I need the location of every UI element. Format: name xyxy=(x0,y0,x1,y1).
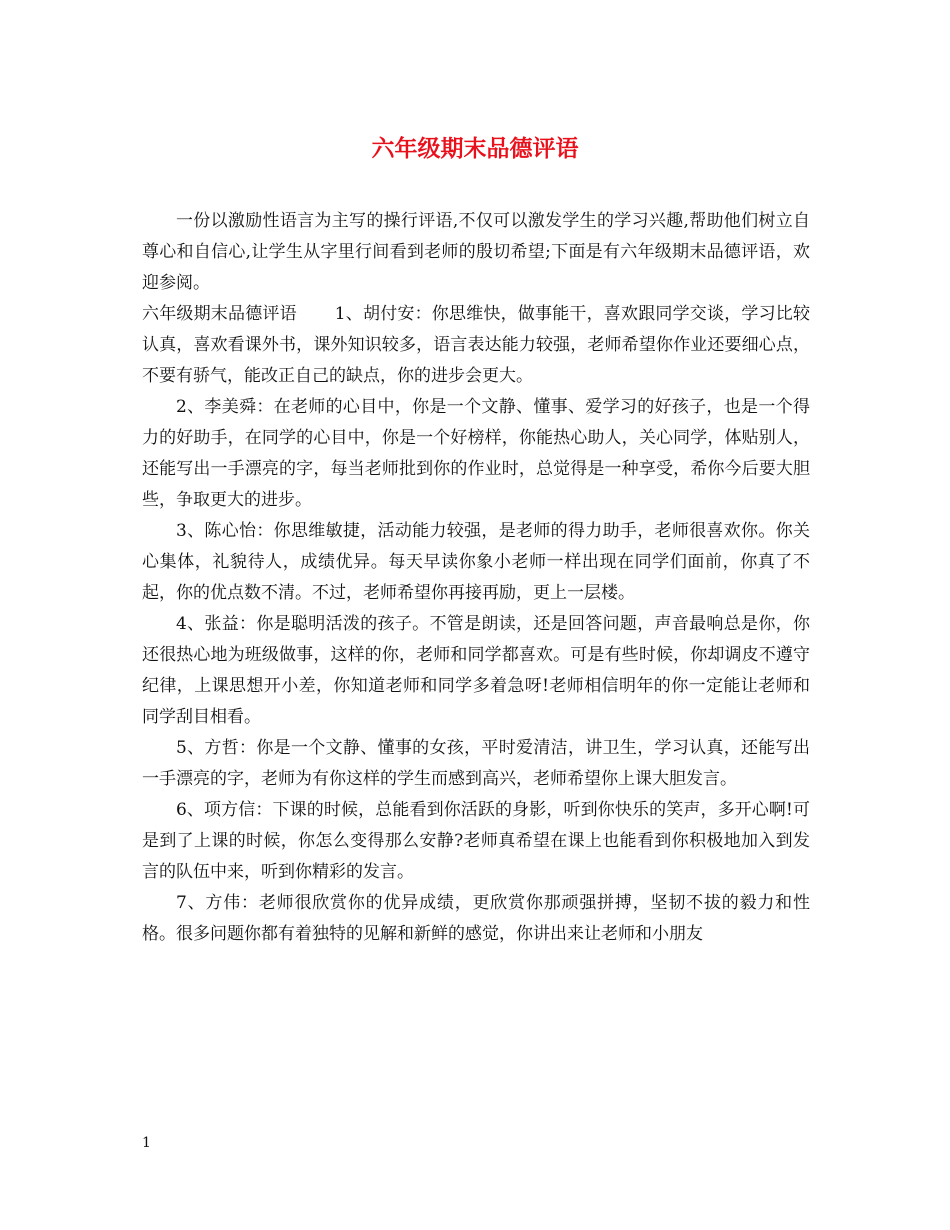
comment-paragraph-3: 3、陈心怡：你思维敏捷，活动能力较强，是老师的得力助手，老师很喜欢你。你关心集体，礼貌待人，成绩优异。每天早读你象小老师一样出现在同学们面前，你真了不起，你的优点数不清。不过，老师希望你再接再励，更上一层楼。 xyxy=(142,521,810,603)
document-body xyxy=(142,206,810,950)
comment-paragraph-4: 4、张益：你是聪明活泼的孩子。不管是朗读，还是回答问题，声音最响总是你，你还很热心地为班级做事，这样的你，老师和同学都喜欢。可是有些时候，你却调皮不遵守纪律，上课思想开小差，你知道老师和同学多着急呀!老师相信明年的你一定能让老师和同学刮目相看。 xyxy=(142,614,810,727)
page-number: 1 xyxy=(142,1135,151,1151)
section-heading: 六年级期末品德评语 xyxy=(142,304,297,324)
comment-paragraph-1 xyxy=(142,299,810,392)
comment-paragraph-6: 6、项方信：下课的时候，总能看到你活跃的身影，听到你快乐的笑声，多开心啊!可是到了上课的时候，你怎么变得那么安静?老师真希望在课上也能看到你积极地加入到发言的队伍中来，听到你精彩的发言。 xyxy=(142,800,810,882)
comment-paragraph-2: 2、李美舜：在老师的心目中，你是一个文静、懂事、爱学习的好孩子，也是一个得力的好助手，在同学的心目中，你是一个好榜样，你能热心助人，关心同学，体贴别人，还能写出一手漂亮的字，每当老师批到你的作业时，总觉得是一种享受，希你今后要大胆些，争取更大的进步。 xyxy=(142,397,810,510)
comment-paragraph-5: 5、方哲：你是一个文静、懂事的女孩，平时爱清洁，讲卫生，学习认真，还能写出一手漂亮的字，老师为有你这样的学生而感到高兴，老师希望你上课大胆发言。 xyxy=(142,738,810,789)
comment-paragraph-7: 7、方伟：老师很欣赏你的优异成绩，更欣赏你那顽强拼搏，坚韧不拔的毅力和性格。很多问题你都有着独特的见解和新鲜的感觉，你讲出来让老师和小朋友 xyxy=(142,893,810,944)
intro-paragraph: 一份以激励性语言为主写的操行评语,不仅可以激发学生的学习兴趣,帮助他们树立自尊心和自信心,让学生从字里行间看到老师的殷切希望;下面是有六年级期末品德评语，欢迎参阅。 xyxy=(142,211,810,293)
document-title: 六年级期末品德评语 xyxy=(371,135,579,162)
comment-text-1: 1、胡付安：你思维快，做事能干，喜欢跟同学交谈，学习比较认真，喜欢看课外书，课外知识较多，语言表达能力较强，老师希望你作业还要细心点，不要有骄气，能改正自己的缺点，你的进步会更大。 xyxy=(142,304,810,386)
